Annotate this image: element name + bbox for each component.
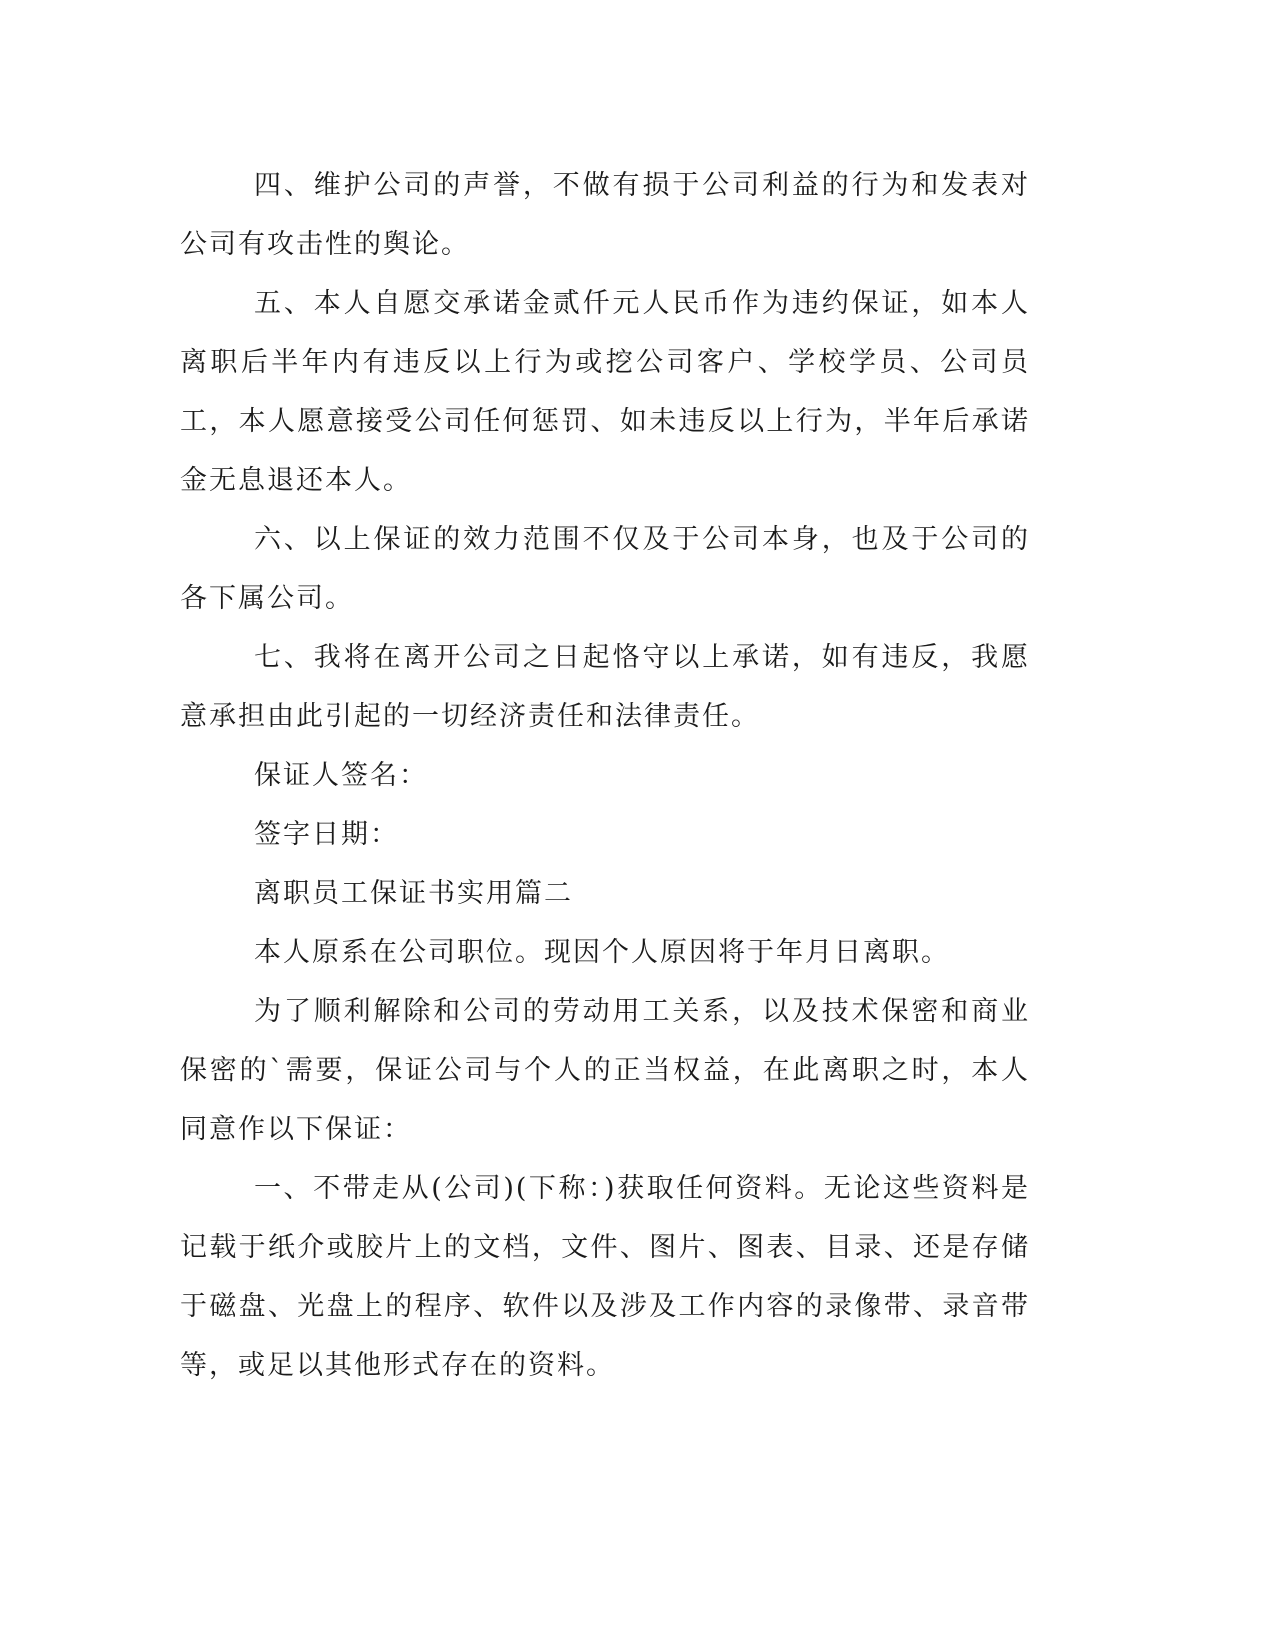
- paragraph-position-statement: 本人原系在公司职位。现因个人原因将于年月日离职。: [254, 937, 950, 968]
- paragraph-clause-one: 一、不带走从(公司)(下称：)获取任何资料。无论这些资料是记载于纸介或胶片上的文档，文件、图片、图表、目录、还是存储于磁盘、光盘上的程序、软件以及涉及工作内容的录像带、录音带等，或足以其他形式存在的资料。: [180, 1173, 1030, 1381]
- paragraph-purpose: 为了顺利解除和公司的劳动用工关系，以及技术保密和商业保密的`需要，保证公司与个人的正当权益，在此离职之时，本人同意作以下保证：: [180, 996, 1030, 1145]
- guarantor-signature-line: 保证人签名：: [254, 760, 428, 791]
- paragraph-clause-four: 四、维护公司的声誉，不做有损于公司利益的行为和发表对公司有攻击性的舆论。: [180, 170, 1030, 260]
- document-body: [180, 156, 1030, 1395]
- paragraph-clause-seven: 七、我将在离开公司之日起恪守以上承诺，如有违反，我愿意承担由此引起的一切经济责任和法律责任。: [180, 642, 1030, 732]
- paragraph-clause-five: 五、本人自愿交承诺金贰仟元人民币作为违约保证，如本人离职后半年内有违反以上行为或挖公司客户、学校学员、公司员工，本人愿意接受公司任何惩罚、如未违反以上行为，半年后承诺金无息退还本人。: [180, 288, 1030, 496]
- section-heading: 离职员工保证书实用篇二: [254, 878, 573, 909]
- paragraph-clause-six: 六、以上保证的效力范围不仅及于公司本身，也及于公司的各下属公司。: [180, 524, 1030, 614]
- signature-date-line: 签字日期：: [254, 819, 399, 850]
